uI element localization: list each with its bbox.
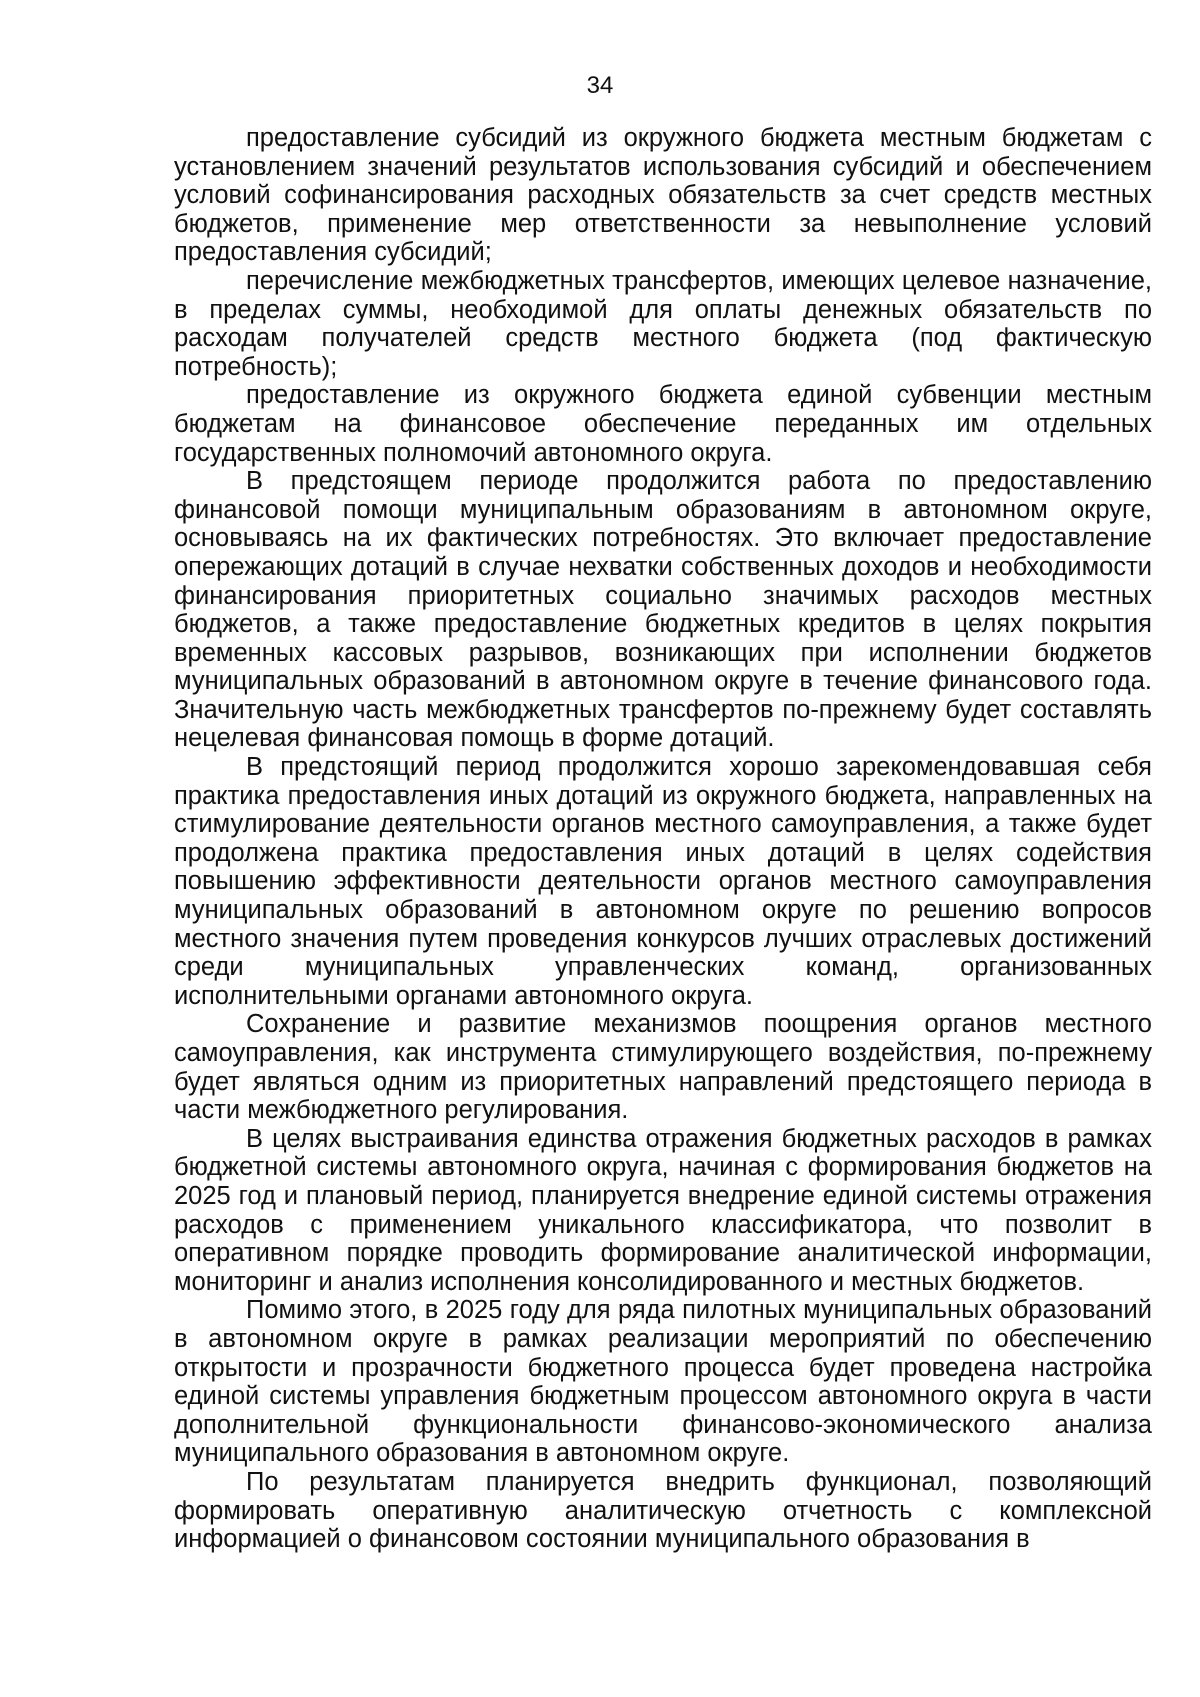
paragraph-unified-system: В целях выстраивания единства отражения бюджетных расходов в рамках бюджетной системы автономного округа, начиная с формирования бюджетов на 2025 год и плановый период, планируется внедрение единой системы отражения расходов с применением уникального классификатора, что позволит в оперативном порядке проводить формирование аналитической информации, мониторинг и анализ исполнения консолидированного и местных бюджетов. <box>174 1124 1152 1296</box>
paragraph-subvention: предоставление из окружного бюджета единой субвенции местным бюджетам на финансовое обеспечение переданных им отдельных государственных полномочий автономного округа. <box>174 381 1152 467</box>
paragraph-transfers: перечисление межбюджетных трансфертов, имеющих целевое назначение, в пределах суммы, необходимой для оплаты денежных обязательств по расходам получателей средств местного бюджета (под фактическую потребность); <box>174 266 1152 381</box>
document-body <box>174 124 1152 1554</box>
paragraph-subsidies: предоставление субсидий из окружного бюджета местным бюджетам с установлением значений результатов использования субсидий и обеспечением условий софинансирования расходных обязательств за счет средств местных бюджетов, применение мер ответственности за невыполнение условий предоставления субсидий; <box>174 124 1152 267</box>
paragraph-other-grants: В предстоящий период продолжится хорошо зарекомендовавшая себя практика предоставления иных дотаций из окружного бюджета, направленных на стимулирование деятельности органов местного самоуправления, а также будет продолжена практика предоставления иных дотаций в целях содействия повышению эффективности деятельности органов местного самоуправления муниципальных образований в автономном округе по решению вопросов местного значения путем проведения конкурсов лучших отраслевых достижений среди муниципальных управленческих команд, организованных исполнительными органами автономного округа. <box>174 753 1152 1010</box>
page-number: 34 <box>586 72 614 99</box>
paragraph-financial-aid: В предстоящем периоде продолжится работа по предоставлению финансовой помощи муниципальным образованиям в автономном округе, основываясь на их фактических потребностях. Это включает предоставление опережающих дотаций в случае нехватки собственных доходов и необходимости финансирования приоритетных социально значимых расходов местных бюджетов, а также предоставление бюджетных кредитов в целях покрытия временных кассовых разрывов, возникающих при исполнении бюджетов муниципальных образований в автономном округе в течение финансового года. Значительную часть межбюджетных трансфертов по-прежнему будет составлять нецелевая финансовая помощь в форме дотаций. <box>174 467 1152 753</box>
paragraph-incentives: Сохранение и развитие механизмов поощрения органов местного самоуправления, как инструмента стимулирующего воздействия, по-прежнему будет являться одним из приоритетных направлений предстоящего периода в части межбюджетного регулирования. <box>174 1010 1152 1125</box>
paragraph-pilot-municipalities: Помимо этого, в 2025 году для ряда пилотных муниципальных образований в автономном округе в рамках реализации мероприятий по обеспечению открытости и прозрачности бюджетного процесса будет проведена настройка единой системы управления бюджетным процессом автономного округа в части дополнительной функциональности финансово-экономического анализа муниципального образования в автономном округе. <box>174 1296 1152 1468</box>
paragraph-analytics: По результатам планируется внедрить функционал, позволяющий формировать оперативную аналитическую отчетность с комплексной информацией о финансовом состоянии муниципального образования в <box>174 1467 1152 1554</box>
